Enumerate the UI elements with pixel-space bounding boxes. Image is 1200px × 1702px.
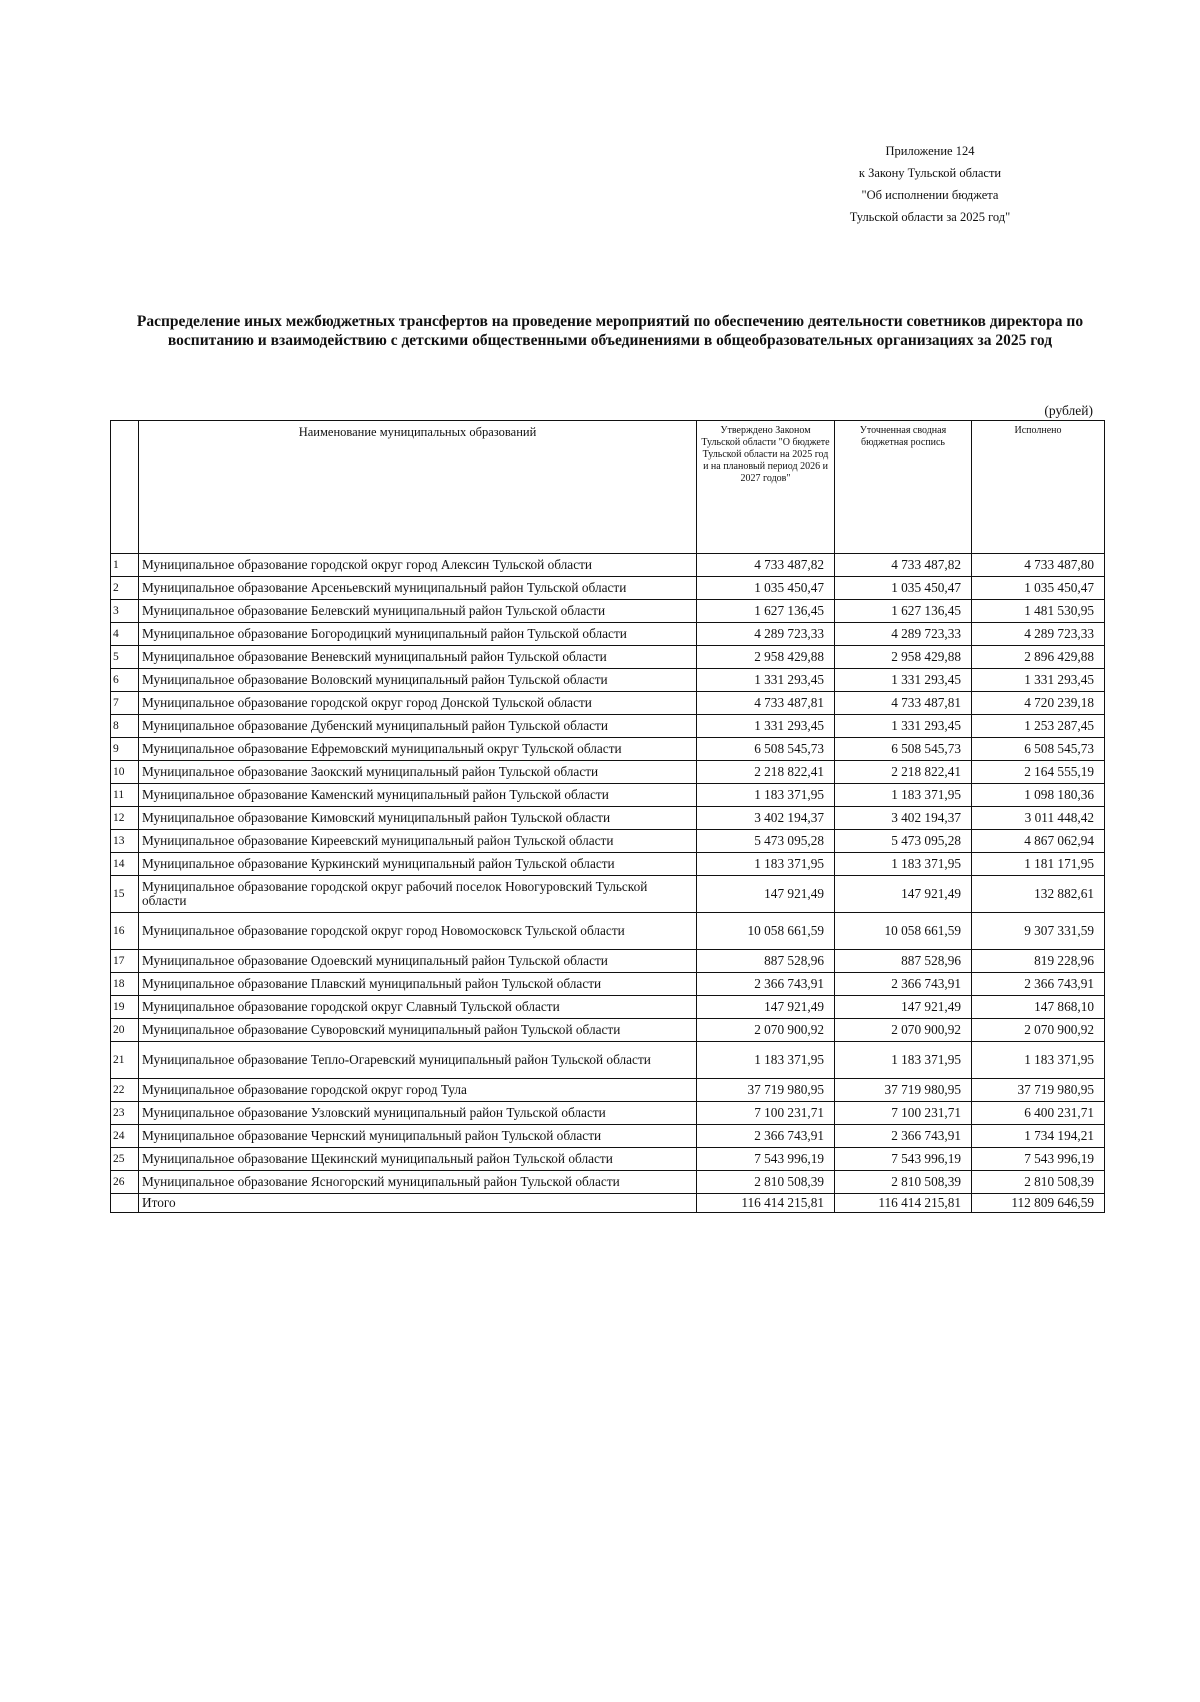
approved-amount: 37 719 980,95	[697, 1079, 835, 1102]
municipality-name: Муниципальное образование Заокский муниципальный район Тульской области	[139, 761, 697, 784]
row-number: 6	[111, 669, 139, 692]
header-num	[111, 421, 139, 554]
refined-amount: 1 183 371,95	[835, 1042, 972, 1079]
refined-amount: 6 508 545,73	[835, 738, 972, 761]
table-row	[111, 973, 1105, 996]
refined-amount: 1 331 293,45	[835, 669, 972, 692]
municipality-name: Муниципальное образование Ефремовский муниципальный округ Тульской области	[139, 738, 697, 761]
municipality-name: Муниципальное образование Плавский муниципальный район Тульской области	[139, 973, 697, 996]
approved-amount: 1 183 371,95	[697, 784, 835, 807]
row-number: 10	[111, 761, 139, 784]
approved-amount: 1 183 371,95	[697, 853, 835, 876]
approved-amount: 147 921,49	[697, 876, 835, 913]
refined-amount: 5 473 095,28	[835, 830, 972, 853]
executed-amount: 2 810 508,39	[972, 1171, 1105, 1194]
approved-amount: 1 331 293,45	[697, 669, 835, 692]
row-number: 15	[111, 876, 139, 913]
municipality-name: Муниципальное образование Воловский муниципальный район Тульской области	[139, 669, 697, 692]
refined-amount: 2 366 743,91	[835, 1125, 972, 1148]
approved-amount: 4 289 723,33	[697, 623, 835, 646]
municipality-name: Муниципальное образование городской округ город Тула	[139, 1079, 697, 1102]
row-number: 25	[111, 1148, 139, 1171]
executed-amount: 1 331 293,45	[972, 669, 1105, 692]
executed-amount: 2 366 743,91	[972, 973, 1105, 996]
table-row	[111, 1079, 1105, 1102]
municipality-name: Муниципальное образование Куркинский муниципальный район Тульской области	[139, 853, 697, 876]
document-title: Распределение иных межбюджетных трансфертов на проведение мероприятий по обеспечению деятельности советников директора по воспитанию и взаимодействию с детскими общественными объединениями в общеобразовательных организациях за 2025 год	[136, 313, 1084, 349]
executed-amount: 2 070 900,92	[972, 1019, 1105, 1042]
refined-amount: 1 035 450,47	[835, 577, 972, 600]
refined-amount: 2 958 429,88	[835, 646, 972, 669]
executed-amount: 3 011 448,42	[972, 807, 1105, 830]
header-refined: Уточненная сводная бюджетная роспись	[835, 421, 972, 554]
approved-amount: 10 058 661,59	[697, 913, 835, 950]
row-number: 24	[111, 1125, 139, 1148]
executed-amount: 4 867 062,94	[972, 830, 1105, 853]
table-row	[111, 996, 1105, 1019]
executed-amount: 6 400 231,71	[972, 1102, 1105, 1125]
table-row	[111, 669, 1105, 692]
municipality-name: Муниципальное образование городской округ город Донской Тульской области	[139, 692, 697, 715]
approved-amount: 1 627 136,45	[697, 600, 835, 623]
row-number: 8	[111, 715, 139, 738]
executed-amount: 1 181 171,95	[972, 853, 1105, 876]
table-row	[111, 646, 1105, 669]
refined-amount: 1 331 293,45	[835, 715, 972, 738]
table-row	[111, 623, 1105, 646]
appendix-line: "Об исполнении бюджета	[861, 188, 999, 202]
row-number: 20	[111, 1019, 139, 1042]
executed-amount: 2 896 429,88	[972, 646, 1105, 669]
municipality-name: Муниципальное образование Белевский муниципальный район Тульской области	[139, 600, 697, 623]
approved-amount: 5 473 095,28	[697, 830, 835, 853]
approved-amount: 147 921,49	[697, 996, 835, 1019]
approved-amount: 2 366 743,91	[697, 973, 835, 996]
refined-amount: 7 100 231,71	[835, 1102, 972, 1125]
refined-amount: 4 733 487,81	[835, 692, 972, 715]
row-number: 23	[111, 1102, 139, 1125]
row-number: 26	[111, 1171, 139, 1194]
table-row	[111, 913, 1105, 950]
refined-amount: 887 528,96	[835, 950, 972, 973]
table-row	[111, 876, 1105, 913]
municipality-name: Муниципальное образование городской округ рабочий поселок Новогуровский Тульской области	[139, 876, 697, 913]
refined-amount: 1 183 371,95	[835, 784, 972, 807]
approved-amount: 2 070 900,92	[697, 1019, 835, 1042]
refined-amount: 2 218 822,41	[835, 761, 972, 784]
approved-amount: 1 035 450,47	[697, 577, 835, 600]
executed-amount: 147 868,10	[972, 996, 1105, 1019]
municipality-name: Муниципальное образование Суворовский муниципальный район Тульской области	[139, 1019, 697, 1042]
refined-amount: 1 627 136,45	[835, 600, 972, 623]
refined-amount: 4 733 487,82	[835, 554, 972, 577]
municipality-name: Муниципальное образование Щекинский муниципальный район Тульской области	[139, 1148, 697, 1171]
table-row	[111, 600, 1105, 623]
municipality-name: Муниципальное образование Арсеньевский муниципальный район Тульской области	[139, 577, 697, 600]
municipality-name: Муниципальное образование городской округ город Новомосковск Тульской области	[139, 913, 697, 950]
approved-amount: 6 508 545,73	[697, 738, 835, 761]
table-row	[111, 1148, 1105, 1171]
approved-amount: 7 100 231,71	[697, 1102, 835, 1125]
table-row	[111, 715, 1105, 738]
municipality-name: Муниципальное образование городской округ Славный Тульской области	[139, 996, 697, 1019]
executed-amount: 1 481 530,95	[972, 600, 1105, 623]
appendix-line: Приложение 124	[885, 144, 975, 158]
total-row	[111, 1194, 1105, 1213]
appendix-line: к Закону Тульской области	[858, 166, 1002, 180]
row-number: 13	[111, 830, 139, 853]
row-number: 14	[111, 853, 139, 876]
municipality-name: Муниципальное образование Чернский муниципальный район Тульской области	[139, 1125, 697, 1148]
total-number	[111, 1194, 139, 1213]
row-number: 18	[111, 973, 139, 996]
executed-amount: 132 882,61	[972, 876, 1105, 913]
row-number: 19	[111, 996, 139, 1019]
table-row	[111, 1102, 1105, 1125]
refined-amount: 7 543 996,19	[835, 1148, 972, 1171]
executed-amount: 2 164 555,19	[972, 761, 1105, 784]
approved-amount: 2 810 508,39	[697, 1171, 835, 1194]
refined-amount: 147 921,49	[835, 996, 972, 1019]
row-number: 1	[111, 554, 139, 577]
table-row	[111, 950, 1105, 973]
row-number: 2	[111, 577, 139, 600]
table-row	[111, 577, 1105, 600]
refined-amount: 2 366 743,91	[835, 973, 972, 996]
total-executed: 112 809 646,59	[972, 1194, 1105, 1213]
refined-amount: 3 402 194,37	[835, 807, 972, 830]
municipality-name: Муниципальное образование городской округ город Алексин Тульской области	[139, 554, 697, 577]
table-row	[111, 738, 1105, 761]
total-refined: 116 414 215,81	[835, 1194, 972, 1213]
total-approved: 116 414 215,81	[697, 1194, 835, 1213]
executed-amount: 819 228,96	[972, 950, 1105, 973]
table-row	[111, 1171, 1105, 1194]
municipality-name: Муниципальное образование Кимовский муниципальный район Тульской области	[139, 807, 697, 830]
table-row	[111, 761, 1105, 784]
executed-amount: 1 734 194,21	[972, 1125, 1105, 1148]
executed-amount: 37 719 980,95	[972, 1079, 1105, 1102]
table-row	[111, 784, 1105, 807]
approved-amount: 4 733 487,82	[697, 554, 835, 577]
approved-amount: 887 528,96	[697, 950, 835, 973]
row-number: 3	[111, 600, 139, 623]
row-number: 9	[111, 738, 139, 761]
municipality-name: Муниципальное образование Тепло-Огаревский муниципальный район Тульской области	[139, 1042, 697, 1079]
approved-amount: 4 733 487,81	[697, 692, 835, 715]
table-row	[111, 807, 1105, 830]
refined-amount: 2 810 508,39	[835, 1171, 972, 1194]
table-header-row	[111, 421, 1105, 554]
approved-amount: 7 543 996,19	[697, 1148, 835, 1171]
executed-amount: 7 543 996,19	[972, 1148, 1105, 1171]
municipality-name: Муниципальное образование Веневский муниципальный район Тульской области	[139, 646, 697, 669]
approved-amount: 1 331 293,45	[697, 715, 835, 738]
row-number: 4	[111, 623, 139, 646]
table-row	[111, 853, 1105, 876]
approved-amount: 2 366 743,91	[697, 1125, 835, 1148]
executed-amount: 4 720 239,18	[972, 692, 1105, 715]
executed-amount: 4 289 723,33	[972, 623, 1105, 646]
municipality-name: Муниципальное образование Каменский муниципальный район Тульской области	[139, 784, 697, 807]
refined-amount: 1 183 371,95	[835, 853, 972, 876]
refined-amount: 10 058 661,59	[835, 913, 972, 950]
approved-amount: 2 958 429,88	[697, 646, 835, 669]
municipality-name: Муниципальное образование Богородицкий муниципальный район Тульской области	[139, 623, 697, 646]
table-row	[111, 692, 1105, 715]
refined-amount: 147 921,49	[835, 876, 972, 913]
executed-amount: 1 183 371,95	[972, 1042, 1105, 1079]
executed-amount: 1 098 180,36	[972, 784, 1105, 807]
table-row	[111, 1019, 1105, 1042]
executed-amount: 4 733 487,80	[972, 554, 1105, 577]
appendix-line: Тульской области за 2025 год"	[849, 210, 1011, 224]
row-number: 22	[111, 1079, 139, 1102]
municipality-name: Муниципальное образование Киреевский муниципальный район Тульской области	[139, 830, 697, 853]
municipality-name: Муниципальное образование Одоевский муниципальный район Тульской области	[139, 950, 697, 973]
executed-amount: 1 035 450,47	[972, 577, 1105, 600]
executed-amount: 6 508 545,73	[972, 738, 1105, 761]
table-row	[111, 554, 1105, 577]
transfers-table	[110, 420, 1105, 1213]
total-label: Итого	[139, 1194, 697, 1213]
refined-amount: 4 289 723,33	[835, 623, 972, 646]
table-row	[111, 1125, 1105, 1148]
executed-amount: 1 253 287,45	[972, 715, 1105, 738]
municipality-name: Муниципальное образование Узловский муниципальный район Тульской области	[139, 1102, 697, 1125]
row-number: 16	[111, 913, 139, 950]
units-label: (рублей)	[1044, 403, 1093, 418]
header-executed: Исполнено	[972, 421, 1105, 554]
refined-amount: 37 719 980,95	[835, 1079, 972, 1102]
row-number: 7	[111, 692, 139, 715]
approved-amount: 1 183 371,95	[697, 1042, 835, 1079]
municipality-name: Муниципальное образование Дубенский муниципальный район Тульской области	[139, 715, 697, 738]
row-number: 5	[111, 646, 139, 669]
refined-amount: 2 070 900,92	[835, 1019, 972, 1042]
municipality-name: Муниципальное образование Ясногорский муниципальный район Тульской области	[139, 1171, 697, 1194]
approved-amount: 3 402 194,37	[697, 807, 835, 830]
approved-amount: 2 218 822,41	[697, 761, 835, 784]
header-name: Наименование муниципальных образований	[139, 421, 697, 554]
row-number: 21	[111, 1042, 139, 1079]
header-approved: Утверждено Законом Тульской области "О бюджете Тульской области на 2025 год и на плановый период 2026 и 2027 годов"	[697, 421, 835, 554]
table-row	[111, 830, 1105, 853]
row-number: 17	[111, 950, 139, 973]
row-number: 11	[111, 784, 139, 807]
row-number: 12	[111, 807, 139, 830]
executed-amount: 9 307 331,59	[972, 913, 1105, 950]
appendix-note	[780, 140, 1080, 228]
table-row	[111, 1042, 1105, 1079]
